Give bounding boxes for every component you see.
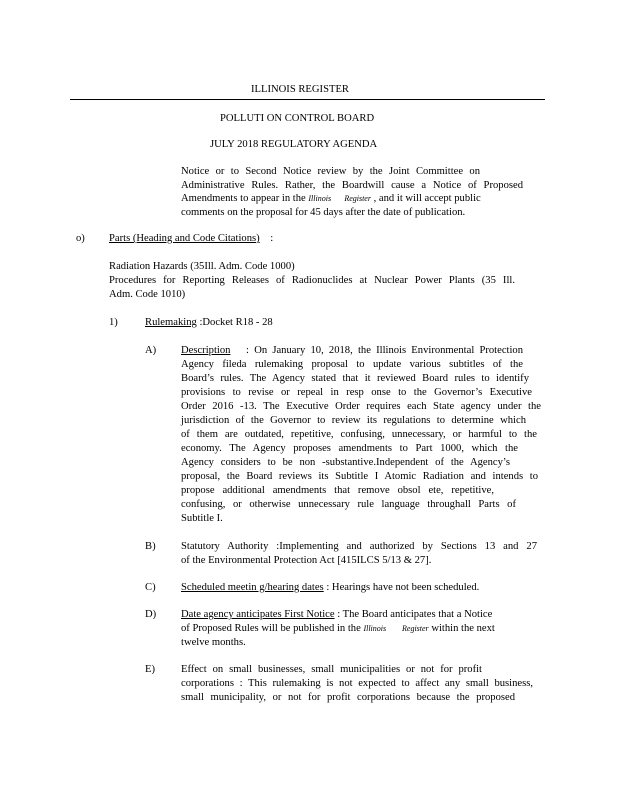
item-c-marker: C): [145, 582, 156, 593]
description-line: Order 2016 -13. The Executive Order requires each State agency under the: [181, 401, 541, 412]
item-b-marker: B): [145, 541, 156, 552]
rulemaking-docket: Rulemaking :Docket R18 - 28: [145, 317, 273, 328]
scheduled-hearing-dates: Scheduled meetin g/hearing dates : Hearings have not been scheduled.: [181, 582, 480, 593]
description-line: Board’s rules. The Agency stated that it reviewed Board rules to identify: [181, 373, 529, 384]
register-title: ILLINOIS REGISTER: [251, 84, 349, 95]
description-line: Subtitle I.: [181, 513, 223, 524]
item-d-marker: D): [145, 609, 157, 620]
board-title: POLLUTI ON CONTROL BOARD: [220, 113, 375, 124]
part-1010-line-2: Adm. Code 1010): [109, 289, 186, 300]
journal-name-italic: Register: [402, 624, 429, 633]
intro-line-1: Notice or to Second Notice review by the Joint Committee on: [181, 166, 480, 177]
small-business-line-1: Effect on small businesses, small municipalities or not for profit: [181, 664, 482, 675]
description-line: of them are outdated, repetitive, confusing, unnecessary, or harmful to the: [181, 429, 537, 440]
section-o-marker: o): [76, 233, 85, 244]
first-notice-line-1: Date agency anticipates First Notice : The Board anticipates that a Notice: [181, 609, 493, 620]
item-e-marker: E): [145, 664, 155, 675]
statutory-authority-line-1: Statutory Authority :Implementing and authorized by Sections 13 and 27: [181, 541, 537, 552]
item-a-marker: A): [145, 345, 157, 356]
journal-name-italic: Illinois: [363, 624, 387, 633]
statutory-authority-line-2: of the Environmental Protection Act [415ILCS 5/13 & 27].: [181, 555, 432, 566]
header-divider: [70, 99, 545, 100]
description-line: proposal, the Board reviews its Subtitle I Atomic Radiation and intends to: [181, 471, 538, 482]
intro-line-2: Administrative Rules. Rather, the Boardwill cause a Notice of Proposed: [181, 180, 523, 191]
first-notice-line-3: twelve months.: [181, 637, 246, 648]
description-line: Description : On January 10, 2018, the Illinois Environmental Protection: [181, 345, 524, 356]
intro-line-4: comments on the proposal for 45 days after the date of publication.: [181, 207, 466, 218]
small-business-line-2: corporations : This rulemaking is not expected to affect any small business,: [181, 678, 533, 689]
journal-name-italic: Illinois: [308, 194, 332, 203]
description-line: Agency fileda rulemaking proposal to update various subtitles of the: [181, 359, 523, 370]
description-line: economy. The Agency proposes amendments to Part 1000, which the: [181, 443, 518, 454]
description-line: propose additional amendments that remove obsol ete, repetitive,: [181, 485, 494, 496]
agenda-title: JULY 2018 REGULATORY AGENDA: [210, 139, 378, 150]
intro-line-3: Amendments to appear in the Illinois Register , and it will accept public: [181, 193, 481, 204]
description-line: provisions to revise or repeal in resp onse to the Governor’s Executive: [181, 387, 532, 398]
part-1010-line-1: Procedures for Reporting Releases of Radionuclides at Nuclear Power Plants (35 Ill.: [109, 275, 515, 286]
small-business-line-3: small municipality, or not for profit corporations because the proposed: [181, 692, 515, 703]
journal-name-italic: Register: [344, 194, 371, 203]
description-line: jurisdiction of the Governor to review its regulations to determine which: [181, 415, 526, 426]
section-o-heading: Parts (Heading and Code Citations) :: [109, 233, 274, 244]
item-1-marker: 1): [109, 317, 118, 328]
description-line: confusing, or otherwise unnecessary rule language throughall Parts of: [181, 499, 516, 510]
description-line: Agency considers to be non -substantive.Independent of the Agency’s: [181, 457, 510, 468]
part-1000: Radiation Hazards (35Ill. Adm. Code 1000): [109, 261, 295, 272]
first-notice-line-2: of Proposed Rules will be published in the Illinois Register within the next: [181, 623, 495, 634]
